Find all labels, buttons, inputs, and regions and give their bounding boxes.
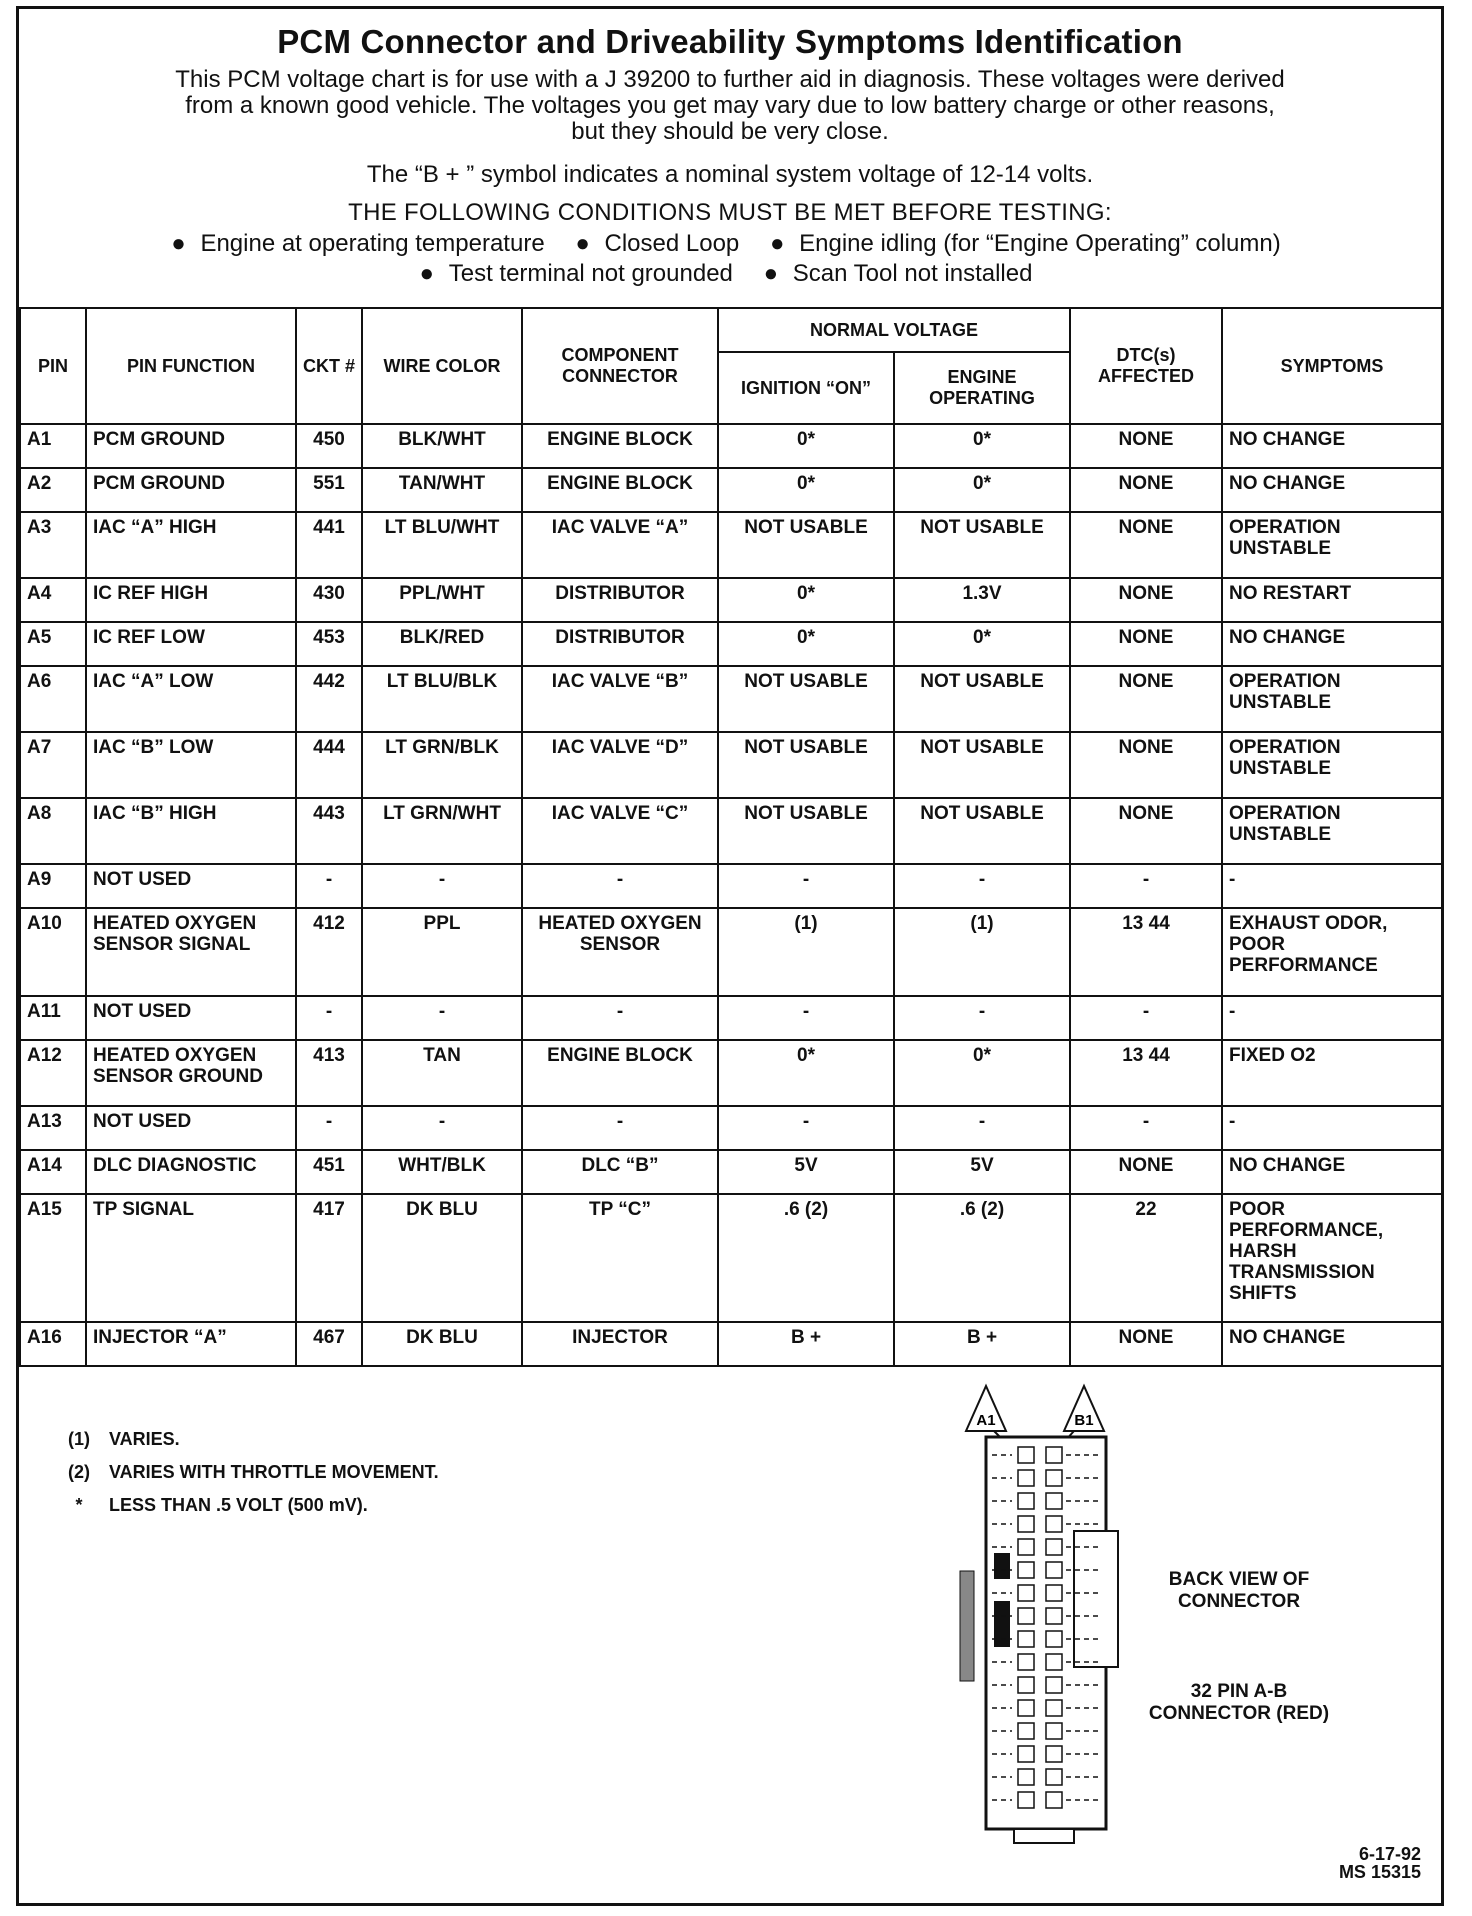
row-pin: A3 (20, 512, 86, 578)
header-engine-operating: ENGINE OPERATING (894, 352, 1070, 424)
connector-pin (1046, 1654, 1062, 1670)
row-component: DISTRIBUTOR (522, 622, 718, 666)
row-wire-color: DK BLU (362, 1194, 522, 1322)
table-row (20, 1150, 1442, 1194)
row-ignition-on: NOT USABLE (718, 512, 894, 578)
row-ignition-on: 0* (718, 1040, 894, 1106)
row-function: IAC “B” HIGH (86, 798, 296, 864)
header-ignition-on: IGNITION “ON” (718, 352, 894, 424)
row-symptoms: - (1222, 996, 1442, 1040)
row-ignition-on: 0* (718, 424, 894, 468)
row-symptoms: - (1222, 864, 1442, 908)
pcm-voltage-table (19, 307, 1443, 1367)
table-row (20, 666, 1442, 732)
table-row (20, 732, 1442, 798)
row-component: IAC VALVE “B” (522, 666, 718, 732)
condition-item: Closed Loop (604, 230, 740, 257)
table-row (20, 1322, 1442, 1366)
table-row (20, 1106, 1442, 1150)
table-row (20, 1194, 1442, 1322)
b1-label: B1 (1074, 1412, 1094, 1429)
row-dtc: NONE (1070, 1322, 1222, 1366)
row-engine-operating: 0* (894, 468, 1070, 512)
connector-pin (1046, 1723, 1062, 1739)
row-engine-operating: NOT USABLE (894, 798, 1070, 864)
connector-pin (1018, 1447, 1034, 1463)
footnote (49, 1462, 439, 1483)
intro-line: but they should be very close. (571, 118, 889, 145)
row-component: - (522, 996, 718, 1040)
row-ignition-on: - (718, 996, 894, 1040)
row-pin: A7 (20, 732, 86, 798)
row-function: HEATED OXYGEN SENSOR GROUND (86, 1040, 296, 1106)
document-code (1339, 1845, 1421, 1881)
row-engine-operating: 0* (894, 424, 1070, 468)
row-engine-operating: - (894, 1106, 1070, 1150)
row-ignition-on: 5V (718, 1150, 894, 1194)
connector-lock (1074, 1531, 1118, 1667)
row-component: ENGINE BLOCK (522, 1040, 718, 1106)
footnote (49, 1429, 439, 1450)
row-ckt: 453 (296, 622, 362, 666)
connector-pin (1018, 1608, 1034, 1624)
row-component: ENGINE BLOCK (522, 468, 718, 512)
row-function: IAC “A” LOW (86, 666, 296, 732)
row-wire-color: LT GRN/BLK (362, 732, 522, 798)
row-symptoms: OPERATION UNSTABLE (1222, 732, 1442, 798)
row-engine-operating: 0* (894, 622, 1070, 666)
connector-clip (960, 1571, 974, 1681)
row-wire-color: DK BLU (362, 1322, 522, 1366)
row-function: NOT USED (86, 864, 296, 908)
row-engine-operating: 0* (894, 1040, 1070, 1106)
row-ignition-on: B + (718, 1322, 894, 1366)
table-row (20, 1040, 1442, 1106)
footnote-key: (1) (68, 1429, 90, 1449)
pin-connector-label: 32 PIN A-B CONNECTOR (RED) (1148, 1681, 1330, 1724)
row-pin: A6 (20, 666, 86, 732)
row-ckt: 451 (296, 1150, 362, 1194)
row-ckt: 444 (296, 732, 362, 798)
header-ckt: CKT # (296, 308, 362, 424)
row-dtc: NONE (1070, 468, 1222, 512)
row-component: INJECTOR (522, 1322, 718, 1366)
header-pin-function: PIN FUNCTION (86, 308, 296, 424)
row-symptoms: POOR PERFORMANCE, HARSH TRANSMISSION SHIFTS (1222, 1194, 1442, 1322)
footnote-text: VARIES. (109, 1429, 180, 1449)
row-function: IC REF HIGH (86, 578, 296, 622)
condition-item: Scan Tool not installed (792, 260, 1033, 287)
row-wire-color: - (362, 996, 522, 1040)
row-wire-color: - (362, 1106, 522, 1150)
header-normal-voltage: NORMAL VOLTAGE (718, 308, 1070, 352)
row-component: - (522, 864, 718, 908)
row-ckt: - (296, 864, 362, 908)
row-ignition-on: 0* (718, 578, 894, 622)
row-wire-color: BLK/WHT (362, 424, 522, 468)
row-ignition-on: NOT USABLE (718, 732, 894, 798)
row-pin: A9 (20, 864, 86, 908)
table-row (20, 864, 1442, 908)
row-ckt: - (296, 996, 362, 1040)
row-symptoms: NO CHANGE (1222, 424, 1442, 468)
row-wire-color: PPL/WHT (362, 578, 522, 622)
row-component: TP “C” (522, 1194, 718, 1322)
connector-mark (994, 1553, 1010, 1579)
connector-pin (1018, 1792, 1034, 1808)
row-dtc: 22 (1070, 1194, 1222, 1322)
row-function: IAC “A” HIGH (86, 512, 296, 578)
row-component: ENGINE BLOCK (522, 424, 718, 468)
row-engine-operating: - (894, 996, 1070, 1040)
table-row (20, 578, 1442, 622)
row-component: HEATED OXYGEN SENSOR (522, 908, 718, 996)
row-dtc: - (1070, 996, 1222, 1040)
connector-pin (1046, 1562, 1062, 1578)
row-dtc: 13 44 (1070, 908, 1222, 996)
condition-item: Engine idling (for “Engine Operating” column) (799, 230, 1281, 257)
connector-pin (1018, 1677, 1034, 1693)
row-engine-operating: 1.3V (894, 578, 1070, 622)
row-pin: A8 (20, 798, 86, 864)
header-dtc: DTC(s) AFFECTED (1070, 308, 1222, 424)
conditions-heading: THE FOLLOWING CONDITIONS MUST BE MET BEFORE TESTING: (348, 199, 1112, 226)
row-symptoms: NO CHANGE (1222, 622, 1442, 666)
footnote-key: * (75, 1495, 83, 1515)
footnotes (49, 1429, 439, 1528)
connector-pin (1018, 1516, 1034, 1532)
row-symptoms: EXHAUST ODOR, POOR PERFORMANCE (1222, 908, 1442, 996)
table-row (20, 908, 1442, 996)
row-pin: A4 (20, 578, 86, 622)
row-function: TP SIGNAL (86, 1194, 296, 1322)
table-row (20, 512, 1442, 578)
connector-pin (1046, 1585, 1062, 1601)
connector-pin (1018, 1562, 1034, 1578)
row-function: NOT USED (86, 1106, 296, 1150)
table-row (20, 468, 1442, 512)
row-function: INJECTOR “A” (86, 1322, 296, 1366)
page-title: PCM Connector and Driveability Symptoms Identification (277, 23, 1183, 60)
row-ckt: 442 (296, 666, 362, 732)
row-ignition-on: - (718, 864, 894, 908)
row-engine-operating: .6 (2) (894, 1194, 1070, 1322)
header-symptoms: SYMPTOMS (1222, 308, 1442, 424)
row-engine-operating: NOT USABLE (894, 512, 1070, 578)
condition-item: Test terminal not grounded (448, 260, 733, 287)
row-component: DLC “B” (522, 1150, 718, 1194)
connector-pin (1046, 1769, 1062, 1785)
row-ignition-on: (1) (718, 908, 894, 996)
row-symptoms: OPERATION UNSTABLE (1222, 666, 1442, 732)
connector-pin (1018, 1654, 1034, 1670)
row-symptoms: OPERATION UNSTABLE (1222, 798, 1442, 864)
row-dtc: - (1070, 1106, 1222, 1150)
row-engine-operating: NOT USABLE (894, 732, 1070, 798)
header-wire-color: WIRE COLOR (362, 308, 522, 424)
connector-pin (1018, 1769, 1034, 1785)
row-pin: A12 (20, 1040, 86, 1106)
header (19, 9, 1441, 307)
row-function: IC REF LOW (86, 622, 296, 666)
row-pin: A11 (20, 996, 86, 1040)
row-pin: A16 (20, 1322, 86, 1366)
connector-pin (1046, 1470, 1062, 1486)
connector-pin (1046, 1493, 1062, 1509)
connector-pin (1018, 1539, 1034, 1555)
row-wire-color: TAN/WHT (362, 468, 522, 512)
row-ckt: 417 (296, 1194, 362, 1322)
row-ignition-on: NOT USABLE (718, 666, 894, 732)
row-pin: A14 (20, 1150, 86, 1194)
row-pin: A15 (20, 1194, 86, 1322)
intro-line: This PCM voltage chart is for use with a J 39200 to further aid in diagnosis. These voltages were derived (175, 66, 1285, 93)
row-component: - (522, 1106, 718, 1150)
row-symptoms: FIXED O2 (1222, 1040, 1442, 1106)
row-engine-operating: - (894, 864, 1070, 908)
connector-pin (1046, 1447, 1062, 1463)
row-wire-color: LT BLU/WHT (362, 512, 522, 578)
row-function: DLC DIAGNOSTIC (86, 1150, 296, 1194)
row-dtc: NONE (1070, 512, 1222, 578)
footnote-text: LESS THAN .5 VOLT (500 mV). (109, 1495, 368, 1515)
row-symptoms: NO CHANGE (1222, 468, 1442, 512)
row-ckt: 430 (296, 578, 362, 622)
row-pin: A1 (20, 424, 86, 468)
row-dtc: NONE (1070, 666, 1222, 732)
table-row (20, 622, 1442, 666)
row-symptoms: OPERATION UNSTABLE (1222, 512, 1442, 578)
row-symptoms: - (1222, 1106, 1442, 1150)
row-dtc: - (1070, 864, 1222, 908)
document-date: 6-17-92 (1358, 1844, 1421, 1864)
row-wire-color: LT BLU/BLK (362, 666, 522, 732)
bplus-note: The “B + ” symbol indicates a nominal system voltage of 12-14 volts. (366, 161, 1094, 188)
intro-text (59, 67, 1401, 145)
row-ckt: 467 (296, 1322, 362, 1366)
connector-pin (1046, 1792, 1062, 1808)
conditions-line-2: ● Test terminal not grounded ● Scan Tool not installed (419, 260, 1033, 287)
row-component: IAC VALVE “D” (522, 732, 718, 798)
row-wire-color: PPL (362, 908, 522, 996)
row-pin: A13 (20, 1106, 86, 1150)
row-dtc: NONE (1070, 1150, 1222, 1194)
row-pin: A5 (20, 622, 86, 666)
row-engine-operating: B + (894, 1322, 1070, 1366)
connector-diagram (954, 1381, 1174, 1851)
connector-pin (1018, 1585, 1034, 1601)
row-function: PCM GROUND (86, 468, 296, 512)
header-component: COMPONENT CONNECTOR (522, 308, 718, 424)
row-engine-operating: NOT USABLE (894, 666, 1070, 732)
header-pin: PIN (20, 308, 86, 424)
back-view-label: BACK VIEW OF CONNECTOR (1168, 1569, 1310, 1612)
row-component: IAC VALVE “A” (522, 512, 718, 578)
footnote (49, 1495, 439, 1516)
row-function: IAC “B” LOW (86, 732, 296, 798)
connector-latch (1014, 1829, 1074, 1843)
row-wire-color: BLK/RED (362, 622, 522, 666)
row-function: HEATED OXYGEN SENSOR SIGNAL (86, 908, 296, 996)
connector-pin (1046, 1516, 1062, 1532)
row-wire-color: LT GRN/WHT (362, 798, 522, 864)
row-ckt: 443 (296, 798, 362, 864)
row-symptoms: NO CHANGE (1222, 1322, 1442, 1366)
connector-pin (1046, 1700, 1062, 1716)
row-ckt: 441 (296, 512, 362, 578)
connector-pin (1046, 1677, 1062, 1693)
connector-pin (1046, 1746, 1062, 1762)
row-ignition-on: 0* (718, 468, 894, 512)
row-wire-color: - (362, 864, 522, 908)
row-wire-color: TAN (362, 1040, 522, 1106)
connector-pin (1018, 1723, 1034, 1739)
intro-line: from a known good vehicle. The voltages you get may vary due to low battery charge or other reasons, (185, 92, 1275, 119)
row-ckt: 413 (296, 1040, 362, 1106)
row-ignition-on: - (718, 1106, 894, 1150)
footnote-key: (2) (68, 1462, 90, 1482)
connector-pin (1018, 1631, 1034, 1647)
row-ckt: 412 (296, 908, 362, 996)
a1-label: A1 (976, 1412, 996, 1429)
connector-pin (1018, 1493, 1034, 1509)
row-dtc: NONE (1070, 578, 1222, 622)
row-engine-operating: (1) (894, 908, 1070, 996)
row-ckt: 551 (296, 468, 362, 512)
table-row (20, 424, 1442, 468)
row-dtc: 13 44 (1070, 1040, 1222, 1106)
row-ckt: - (296, 1106, 362, 1150)
row-dtc: NONE (1070, 424, 1222, 468)
row-ignition-on: .6 (2) (718, 1194, 894, 1322)
row-function: PCM GROUND (86, 424, 296, 468)
footnote-text: VARIES WITH THROTTLE MOVEMENT. (109, 1462, 439, 1482)
conditions-line-1: ● Engine at operating temperature ● Closed Loop ● Engine idling (for “Engine Operating” column) (171, 230, 1281, 257)
row-dtc: NONE (1070, 798, 1222, 864)
row-dtc: NONE (1070, 732, 1222, 798)
row-component: DISTRIBUTOR (522, 578, 718, 622)
connector-pin (1018, 1700, 1034, 1716)
table-row (20, 798, 1442, 864)
connector-pin (1018, 1746, 1034, 1762)
row-engine-operating: 5V (894, 1150, 1070, 1194)
connector-pin (1018, 1470, 1034, 1486)
row-pin: A10 (20, 908, 86, 996)
row-wire-color: WHT/BLK (362, 1150, 522, 1194)
connector-pin (1046, 1608, 1062, 1624)
row-dtc: NONE (1070, 622, 1222, 666)
row-symptoms: NO CHANGE (1222, 1150, 1442, 1194)
row-ignition-on: 0* (718, 622, 894, 666)
connector-pin (1046, 1539, 1062, 1555)
row-function: NOT USED (86, 996, 296, 1040)
connector-mark (994, 1601, 1010, 1647)
connector-pin (1046, 1631, 1062, 1647)
document-ms-number: MS 15315 (1338, 1862, 1421, 1882)
row-ckt: 450 (296, 424, 362, 468)
row-symptoms: NO RESTART (1222, 578, 1442, 622)
row-component: IAC VALVE “C” (522, 798, 718, 864)
row-pin: A2 (20, 468, 86, 512)
table-row (20, 996, 1442, 1040)
document-page (16, 6, 1444, 1906)
condition-item: Engine at operating temperature (200, 230, 545, 257)
row-ignition-on: NOT USABLE (718, 798, 894, 864)
